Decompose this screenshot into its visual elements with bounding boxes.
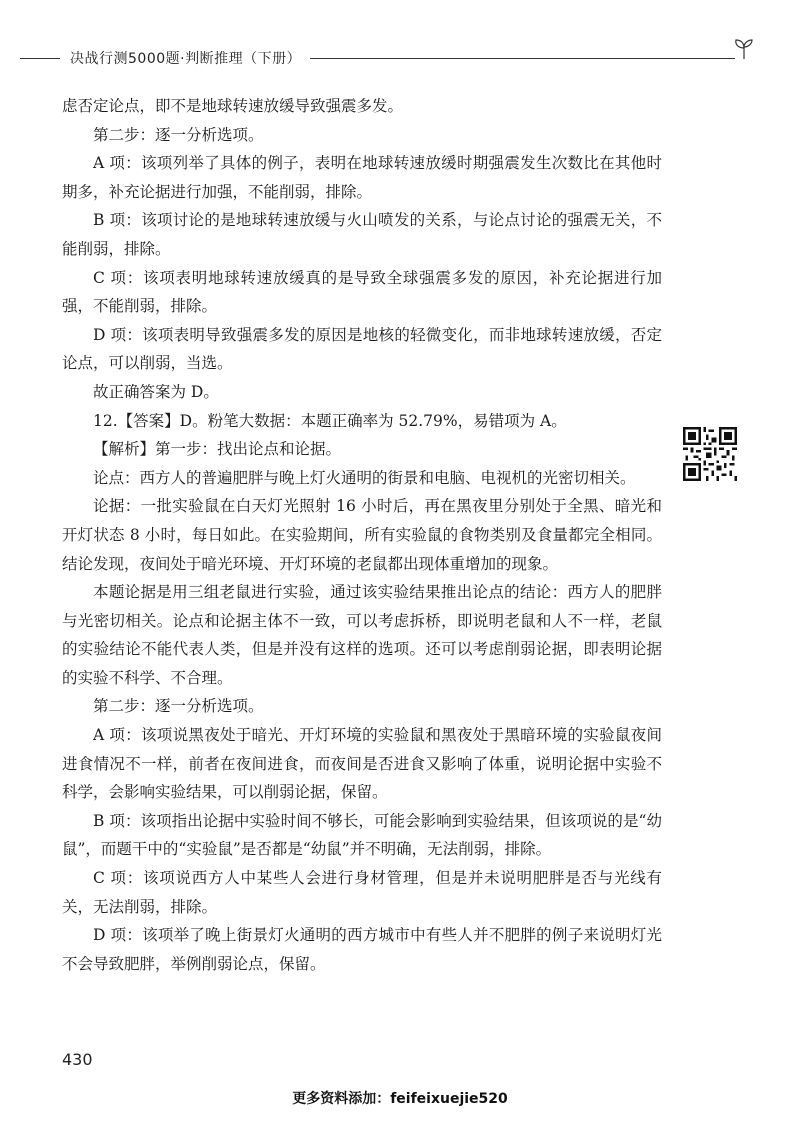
paragraph: 第二步：逐一分析选项。 — [93, 125, 264, 144]
paragraph: 第二步：逐一分析选项。 — [93, 697, 264, 716]
footer-note: 更多资料添加：feifeixuejie520 — [292, 1091, 508, 1107]
paragraph: B 项：该项指出论据中实验时间不够长，可能会影响到实验结果，但该项说的是“幼鼠”，而题干中的“实验鼠”是否都是“幼鼠”并不明确，无法削弱，排除。 — [62, 811, 662, 859]
paragraph: 论点：西方人的普遍肥胖与晚上灯火通明的街景和电脑、电视机的光密切相关。 — [93, 468, 636, 487]
running-header — [20, 46, 750, 70]
paragraph: D 项：该项举了晚上街景灯火通明的西方城市中有些人并不肥胖的例子来说明灯光不会导致肥胖，举例削弱论点，保留。 — [62, 926, 662, 973]
paragraph: 本题论据是用三组老鼠进行实验，通过该实验结果推出论点的结论：西方人的肥胖与光密切相关。论点和论据主体不一致，可以考虑拆桥，即说明老鼠和人不一样，老鼠的实验结论不能代表人类，但是并没有这样的选项。还可以考虑削弱论据，即表明论据的实验不科学、不合理。 — [62, 583, 662, 687]
qr-code-icon[interactable] — [683, 427, 737, 481]
body-text — [62, 92, 662, 978]
paragraph: B 项：该项讨论的是地球转速放缓与火山喷发的关系，与论点讨论的强震无关，不能削弱，排除。 — [62, 211, 662, 258]
header-rule-right — [310, 58, 735, 59]
paragraph: C 项：该项表明地球转速放缓真的是导致全球强震多发的原因，补充论据进行加强，不能削弱，排除。 — [62, 268, 662, 316]
paragraph: 虑否定论点，即不是地球转速放缓导致强震多发。 — [62, 97, 404, 115]
header-rule-left — [20, 58, 60, 59]
paragraph: 论据：一批实验鼠在白天灯光照射 16 小时后，再在黑夜里分别处于全黑、暗光和开灯状态 8 小时，每日如此。在实验期间，所有实验鼠的食物类别及食量都完全相同。结论发现，夜间处于暗光环境、开灯环境的老鼠都出现体重增加的现象。 — [62, 497, 662, 573]
page-number: 430 — [62, 1050, 93, 1069]
paragraph: A 项：该项列举了具体的例子，表明在地球转速放缓时期强震发生次数比在其他时期多，补充论据进行加强，不能削弱，排除。 — [62, 154, 662, 201]
paragraph: A 项：该项说黑夜处于暗光、开灯环境的实验鼠和黑夜处于黑暗环境的实验鼠夜间进食情况不一样，前者在夜间进食，而夜间是否进食又影响了体重，说明论据中实验不科学，会影响实验结果，可以削弱论据，保留。 — [62, 726, 662, 802]
analysis-heading: 【解析】第一步：找出论点和论据。 — [93, 440, 342, 459]
book-title: 决战行测5000题·判断推理（下册） — [70, 51, 302, 67]
paragraph: 故正确答案为 D。 — [93, 382, 219, 401]
paragraph: D 项：该项表明导致强震多发的原因是地核的轻微变化，而非地球转速放缓，否定论点，可以削弱，当选。 — [62, 325, 662, 373]
answer-line: 12.【答案】D。粉笔大数据：本题正确率为 52.79%，易错项为 A。 — [93, 411, 567, 430]
sprout-icon — [732, 38, 756, 60]
paragraph: C 项：该项说西方人中某些人会进行身材管理，但是并未说明肥胖是否与光线有关，无法削弱，排除。 — [62, 869, 662, 916]
